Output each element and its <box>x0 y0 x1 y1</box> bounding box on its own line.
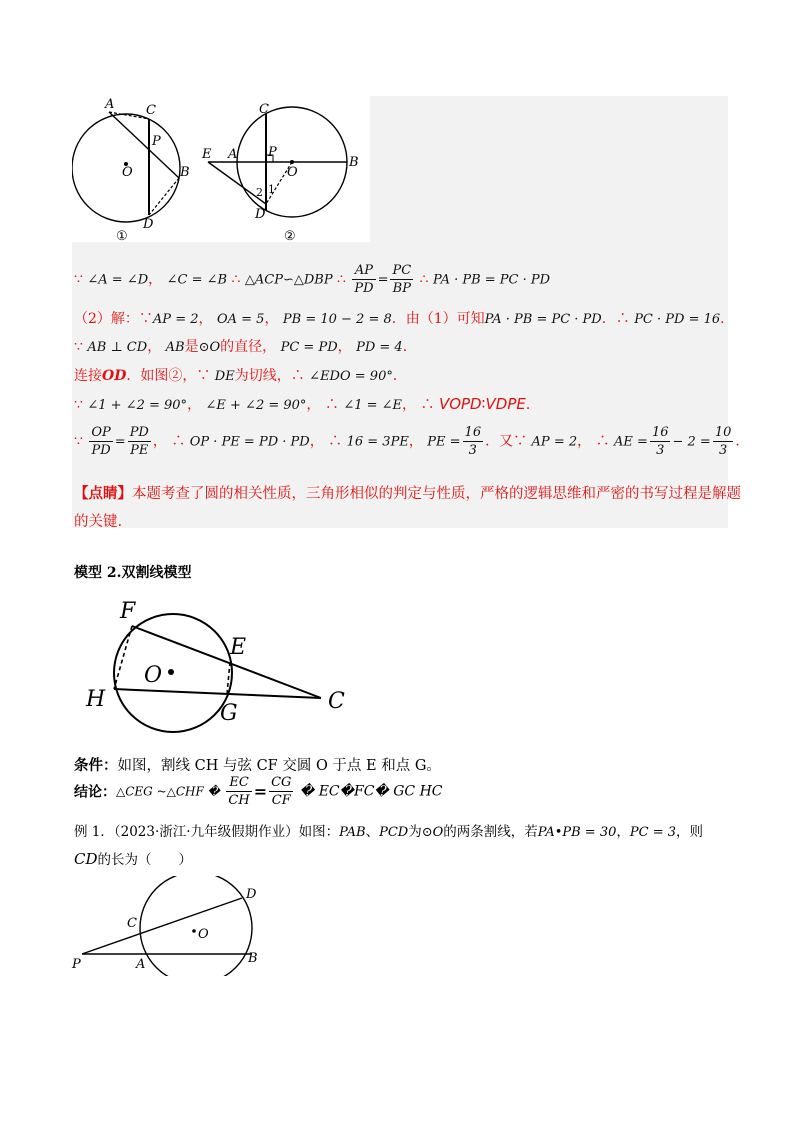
separator: 、 <box>365 824 380 840</box>
therefore-symbol: ∴ <box>615 311 630 327</box>
secant-pab: PAB <box>339 825 366 840</box>
label-p-1: P <box>152 134 161 149</box>
pd-value: PD = 4 <box>356 340 403 355</box>
comment-text: 本题考查了圆的相关性质，三角形相似的判定与性质，严格的逻辑思维和严密的书写过程是解题 <box>132 486 741 502</box>
fraction-pc-bp: $\frac{PC}{BP}$ <box>392 263 412 296</box>
minus-two: − 2 = <box>672 434 711 450</box>
label-d-1: D <box>143 217 154 232</box>
similar-triangles: △ACP∽△DBP <box>244 272 333 288</box>
then-word: ，则 <box>676 824 703 840</box>
example-circle <box>140 876 252 976</box>
fraction-10-3: $\frac{10}{3}$ <box>714 425 732 458</box>
solution-line-2: （2）解：∵AP = 2， OA = 5， PB = 10 − 2 = 8．由（1）可知PA · PB = PC · PD．∴ PC · PD = 16． <box>74 311 735 327</box>
therefore-symbol: ∴ <box>328 433 343 450</box>
are-word: 为 <box>408 824 422 840</box>
label-d-2: D <box>255 207 266 222</box>
conclusion-label: 结论： <box>74 784 116 801</box>
label-angle-2: 2 <box>256 186 263 199</box>
model-2-center-dot <box>168 669 174 675</box>
because-symbol: ∵ <box>74 397 83 413</box>
therefore-symbol: ∴ <box>595 433 610 450</box>
therefore-symbol: ∴ <box>231 271 241 288</box>
circle-o: ⊙O <box>421 825 444 840</box>
conclusion-similarity: △CEG ~△CHF � <box>116 784 220 799</box>
example-lead: 例 1．（2023·浙江·九年级假期作业）如图： <box>74 824 340 840</box>
label-p-2: P <box>268 145 277 160</box>
example-1-figure <box>70 876 280 976</box>
figure-ref: ．如图②， <box>126 368 197 384</box>
pc-eq-pd: PC = PD <box>280 340 338 355</box>
circle-o: ⊙O <box>198 340 221 355</box>
label-o: O <box>198 927 209 942</box>
because-symbol: ∵ <box>74 339 83 355</box>
condition-label: 条件： <box>74 757 118 774</box>
label-h: H <box>86 687 106 712</box>
label-f: F <box>120 599 136 624</box>
ap-value: AP = 2 <box>152 312 199 327</box>
power-of-point: PA · PB = PC · PD <box>433 272 551 288</box>
solution-line-6: ∵ $\frac{OP}{PD}$ = $\frac{PD}{PE}$ ， ∴ OP · PE = PD · PD， ∴ 16 = 3PE， PE = $\frac{16}{3}$ ．又∵ AP = 2， ∴ AE = $\frac{16}{3}$ − 2 = $\frac{10}{3}$ ． <box>74 425 750 458</box>
part-two-label: （2）解： <box>74 311 139 327</box>
comment-head: 【点睛】 <box>74 485 132 502</box>
angle-a-eq-d: ∠A = ∠D <box>87 272 149 288</box>
conclusion-product: � EC�FC� GC HC <box>299 783 443 800</box>
product-relation: OP · PE = PD · PD <box>189 434 310 450</box>
comment-line-2 <box>74 510 122 531</box>
solution-line-5: ∵ ∠1 + ∠2 = 90°， ∠E + ∠2 = 90°， ∴ ∠1 = ∠E， ∴ VOPD∶VDPE． <box>74 395 540 413</box>
by-part-one: 由（1）可知 <box>405 311 485 327</box>
fraction-ec-ch: $\frac{EC}{CH}$ <box>228 775 250 808</box>
perpendicular: AB ⊥ CD <box>87 340 148 355</box>
segment-cd: CD <box>74 850 98 868</box>
label-d: D <box>246 887 257 902</box>
figure-1 <box>72 96 370 242</box>
label-c: C <box>328 689 345 714</box>
label-a: A <box>136 957 146 972</box>
question-text: 的长为（ ） <box>97 852 193 868</box>
conclusion-line <box>74 774 443 809</box>
because-symbol: ∵ <box>74 271 83 288</box>
therefore-symbol: ∴ <box>420 397 435 413</box>
secant-pcd-line <box>82 898 242 954</box>
angle-sum-1: ∠1 + ∠2 = 90° <box>87 398 188 413</box>
again-word: 又 <box>499 433 514 450</box>
ap-value: AP = 2 <box>531 434 578 450</box>
center-dot-2 <box>290 160 294 164</box>
ae-label: AE = <box>614 434 648 450</box>
pe-label: PE = <box>427 434 461 450</box>
ab-segment: AB <box>165 340 185 355</box>
od-segment: OD <box>102 368 127 384</box>
fraction-16-3: $\frac{16}{3}$ <box>464 425 482 458</box>
label-o-1: O <box>122 165 133 180</box>
label-b-1: B <box>180 165 190 180</box>
example-1-line-1 <box>74 820 703 840</box>
model-2-title: 模型 2.双割线模型 <box>74 565 192 581</box>
angle-1-eq-e: ∠1 = ∠E <box>343 398 403 413</box>
connect-word: 连接 <box>74 368 102 384</box>
angle-sum-2: ∠E + ∠2 = 90° <box>205 398 307 413</box>
condition-line <box>74 754 441 775</box>
therefore-symbol: ∴ <box>337 271 346 288</box>
known-relation: PA · PB = PC · PD <box>484 312 602 327</box>
equals: = <box>377 272 389 288</box>
therefore-symbol: ∴ <box>290 368 305 384</box>
pb-value: PB = 10 − 2 = 8 <box>282 312 392 327</box>
dashed-bd <box>149 178 179 215</box>
label-e-2: E <box>202 147 212 162</box>
example-center-dot <box>192 929 196 933</box>
caption-1: ① <box>116 229 128 242</box>
is-word: 是 <box>184 339 199 355</box>
therefore-symbol: ∴ <box>171 433 186 450</box>
similar-opd-dpe: VOPD∶VDPE <box>438 395 526 413</box>
label-c: C <box>127 916 137 931</box>
label-a-1: A <box>105 97 115 112</box>
two-secants: 的两条割线，若 <box>443 824 538 840</box>
tangent-word: 为切线， <box>234 368 291 384</box>
fraction-ap-pd: $\frac{AP}{PD}$ <box>354 263 374 296</box>
because-symbol: ∵ <box>513 433 528 450</box>
equals: = <box>114 434 126 450</box>
comma: ， <box>148 271 163 288</box>
label-e: E <box>230 635 247 660</box>
de-segment: DE <box>214 369 235 384</box>
label-b-2: B <box>349 155 359 170</box>
solution-line-1 <box>74 262 550 297</box>
secant-pcd: PCD <box>379 825 409 840</box>
chord-ab-1 <box>109 112 179 178</box>
fraction-cg-cf: $\frac{CG}{CF}$ <box>271 775 292 808</box>
oa-value: OA = 5 <box>216 312 265 327</box>
fraction-pd-pe: $\frac{PD}{PE}$ <box>129 425 149 458</box>
label-p: P <box>72 957 81 972</box>
solution-line-3: ∵ AB ⊥ CD， AB是⊙O的直径， PC = PD， PD = 4． <box>74 339 417 355</box>
comment-text-end: 的关键. <box>74 514 123 530</box>
label-b: B <box>248 951 258 966</box>
pc-pd-product: PC · PD = 16 <box>634 312 721 327</box>
label-o: O <box>144 663 163 688</box>
because-symbol: ∵ <box>138 311 153 327</box>
therefore-symbol: ∴ <box>419 271 429 288</box>
label-g: G <box>220 701 238 726</box>
label-o-2: O <box>287 165 298 180</box>
fraction-16-3-b: $\frac{16}{3}$ <box>651 425 669 458</box>
condition-pa-pb: PA•PB = 30 <box>537 825 617 840</box>
model-2-figure <box>84 596 354 746</box>
equals: = <box>253 782 268 801</box>
fraction-op-pd: $\frac{OP}{PD}$ <box>91 425 111 458</box>
right-angle-edo: ∠EDO = 90° <box>309 369 393 384</box>
diameter-word: 的直径， <box>220 339 277 355</box>
condition-text: 如图，割线 CH 与弦 CF 交圆 O 于点 E 和点 G。 <box>117 758 441 774</box>
angle-c-eq-b: ∠C = ∠B <box>166 272 228 288</box>
condition-pc: PC = 3 <box>629 825 676 840</box>
label-c-1: C <box>146 103 156 118</box>
therefore-symbol: ∴ <box>324 397 339 413</box>
comma: ， <box>616 824 630 840</box>
secant-hc <box>114 689 321 698</box>
label-angle-1: 1 <box>268 183 275 196</box>
example-1-line-2 <box>74 848 192 868</box>
caption-2: ② <box>284 229 296 242</box>
because-symbol: ∵ <box>74 433 83 450</box>
because-symbol: ∵ <box>196 368 211 384</box>
solution-line-4: 连接OD．如图②，∵ DE为切线，∴ ∠EDO = 90°． <box>74 368 407 384</box>
label-a-2: A <box>228 147 238 162</box>
label-c-2: C <box>259 102 269 117</box>
equation-16-3pe: 16 = 3PE <box>346 434 409 450</box>
comment-line-1 <box>74 482 741 503</box>
